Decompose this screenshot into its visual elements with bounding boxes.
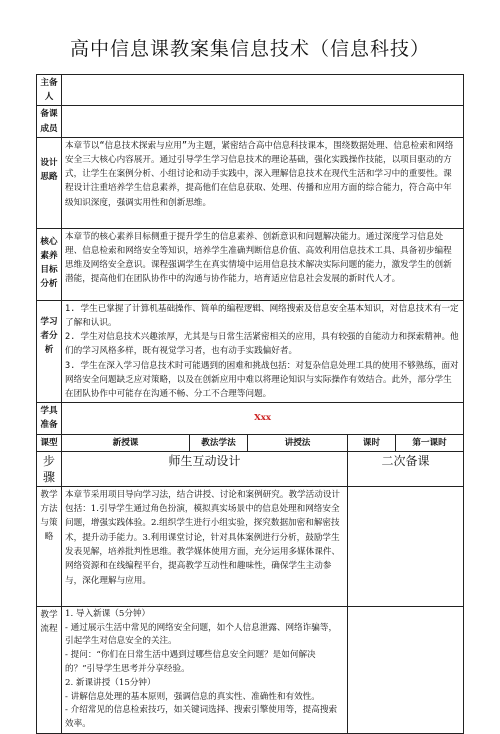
process-line: 1. 导入新课（5分钟） — [65, 608, 151, 619]
core-literacy-label: 核心素养目标分析 — [37, 228, 62, 300]
teaching-process-text — [62, 606, 348, 733]
teaching-method-row — [37, 486, 464, 606]
student-prep-value: Xxx — [62, 403, 464, 434]
prep-members-row — [37, 106, 464, 137]
student-analysis-item: 2. 学生对信息技术兴趣浓厚，尤其是与日常生活紧密相关的应用，具有较强的自能动力和探索精神。他们的学习风格多样，既有视觉学习者，也有动手实践偏好者。 — [65, 332, 459, 357]
design-idea-text: 本章节以“信息技术探索与应用”为主题，紧密结合高中信息科技课本，围绕数据处理、信息检索和网络安全三大核心内容展开。通过引导学生学习信息技术的理论基础，强化实践操作技能，以项目驱动的方式，让学生在案例分析、小组讨论和动手实践中，深入理解信息技术在现代生活和学习中的重要性。课程设计注重培养学生信息素养，提高他们在信息获取、处理、传播和应用方面的综合能力，符合高中年级知识深度，强调实用性和创新思维。 — [62, 137, 464, 228]
student-analysis-row — [37, 300, 464, 402]
student-analysis-text — [62, 300, 464, 402]
process-line: - 介绍常见的信息检索技巧，如关键词选择、搜索引擎使用等，提高搜索效率。 — [65, 705, 338, 730]
teaching-process-row — [37, 606, 464, 733]
second-prep-header: 二次备课 — [348, 451, 464, 486]
method-label: 教法学法 — [190, 434, 248, 451]
process-line: - 通过展示生活中常见的网络安全问题，如个人信息泄露、网络诈骗等，引起学生对信息安全的关注。 — [65, 622, 338, 647]
teaching-process-label: 教学流程 — [37, 606, 62, 733]
core-literacy-text: 本章节的核心素养目标侧重于提升学生的信息素养、创新意识和问题解决能力。通过深度学习信息处理、信息检索和网络安全等知识，培养学生准确判断信息价值、高效利用信息技术工具、具备初步编程思维及网络安全意识。课程强调学生在真实情境中运用信息技术解决实际问题的能力，激发学生的创新潜能，提高他们在团队协作中的沟通与协作能力，培育适应信息社会发展的新时代人才。 — [62, 228, 464, 300]
lesson-type-value: 新授课 — [62, 434, 190, 451]
student-analysis-item: 3. 学生在深入学习信息技术时可能遇到的困难和挑战包括：对复杂信息处理工具的使用不够熟练，面对网络安全问题缺乏应对策略，以及在创新应用中难以将理论知识与实际操作有效结合。此外，部分学生在团队协作中可能存在沟通不畅、分工不合理等问题。 — [65, 360, 459, 400]
page-title: 高中信息课教案集信息技术（信息科技） — [69, 38, 430, 60]
design-idea-row — [37, 137, 464, 228]
interaction-design-header: 师生互动设计 — [62, 451, 348, 486]
method-value: 讲授法 — [248, 434, 348, 451]
preparer-value[interactable] — [62, 75, 464, 106]
teaching-method-label: 教学方法与策略 — [37, 486, 62, 606]
steps-label: 步骤 — [37, 451, 62, 486]
student-prep-row — [37, 403, 464, 434]
student-analysis-label: 学习者分析 — [37, 300, 62, 402]
core-literacy-row — [37, 228, 464, 300]
prep-members-label: 备课成员 — [37, 106, 62, 137]
lesson-type-label: 课型 — [37, 434, 62, 451]
hours-value: 第一课时 — [396, 434, 464, 451]
process-line: 2. 新课讲授（15分钟） — [65, 677, 156, 688]
process-line: - 提问：“你们在日常生活中遇到过哪些信息安全问题？是如何解决的？”引导学生思考并分享经验。 — [65, 650, 316, 675]
hours-label: 课时 — [348, 434, 396, 451]
teaching-method-text: 本章节采用项目导向学习法，结合讲授、讨论和案例研究。教学活动设计包括：1.引导学生通过角色扮演，模拟真实场景中的信息处理和网络安全问题，增强实践体验。2.组织学生进行小组实验，探究数据加密和解密技术，提升动手能力。3.利用课堂讨论，针对具体案例进行分析，鼓励学生发表见解，培养批判性思维。教学媒体使用方面，充分运用多媒体课件、网络资源和在线编程平台，提高教学互动性和趣味性，确保学生主动参与，深化理解与应用。 — [62, 486, 348, 606]
preparer-label: 主备人 — [37, 75, 62, 106]
design-idea-label: 设计思路 — [37, 137, 62, 228]
steps-header-row — [37, 451, 464, 486]
student-prep-label: 学具准备 — [37, 403, 62, 434]
process-line: - 讲解信息处理的基本原则，强调信息的真实性、准确性和有效性。 — [65, 691, 320, 702]
teaching-process-second-prep[interactable] — [348, 606, 464, 733]
teaching-method-second-prep[interactable] — [348, 486, 464, 606]
prep-members-value[interactable] — [62, 106, 464, 137]
lesson-type-row — [37, 434, 464, 451]
student-analysis-item: 1. 学生已掌握了计算机基础操作、简单的编程逻辑、网络搜索及信息安全基本知识，对信息技术有一定了解和认识。 — [65, 303, 459, 329]
lesson-plan-table — [36, 74, 464, 734]
preparer-row — [37, 75, 464, 106]
